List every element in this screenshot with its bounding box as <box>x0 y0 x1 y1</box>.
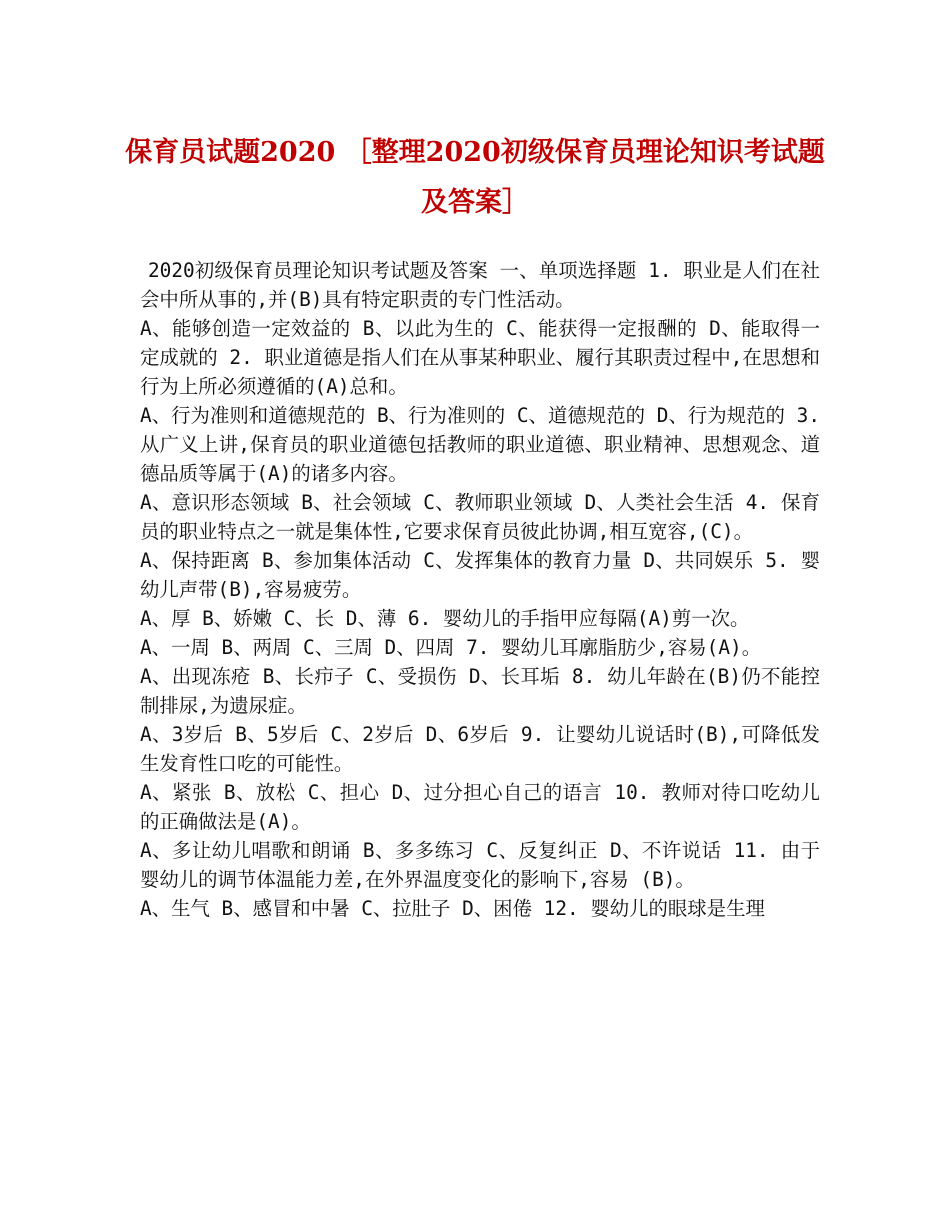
paragraph: A、紧张 B、放松 C、担心 D、过分担心自己的语言 10. 教师对待口吃幼儿的正确做法是(A)。 <box>140 781 820 833</box>
paragraph: A、3岁后 B、5岁后 C、2岁后 D、6岁后 9. 让婴幼儿说话时(B),可降低发生发育性口吃的可能性。 <box>140 723 820 775</box>
paragraph: A、生气 B、感冒和中暑 C、拉肚子 D、困倦 12. 婴幼儿的眼球是生理 <box>140 897 765 920</box>
paragraph: A、一周 B、两周 C、三周 D、四周 7. 婴幼儿耳廓脂肪少,容易(A)。 <box>140 636 762 659</box>
paragraph: A、保持距离 B、参加集体活动 C、发挥集体的教育力量 D、共同娱乐 5. 婴幼儿声带(B),容易疲劳。 <box>140 549 820 601</box>
paragraph: A、厚 B、娇嫩 C、长 D、薄 6. 婴幼儿的手指甲应每隔(A)剪一次。 <box>140 607 750 630</box>
paragraph: A、意识形态领域 B、社会领域 C、教师职业领域 D、人类社会生活 4. 保育员的职业特点之一就是集体性,它要求保育员彼此协调,相互宽容,(C)。 <box>140 491 820 543</box>
document-body <box>140 256 820 923</box>
paragraph: 2020初级保育员理论知识考试题及答案 一、单项选择题 1. 职业是人们在社会中所从事的,并(B)具有特定职责的专门性活动。 <box>140 259 820 311</box>
paragraph: A、能够创造一定效益的 B、以此为生的 C、能获得一定报酬的 D、能取得一定成就的 2. 职业道德是指人们在从事某种职业、履行其职责过程中,在思想和行为上所必须遵循的(A)总和。 <box>140 317 820 398</box>
paragraph: A、出现冻疮 B、长疖子 C、受损伤 D、长耳垢 8. 幼儿年龄在(B)仍不能控制排尿,为遗尿症。 <box>140 665 820 717</box>
document-title: 保育员试题2020 ［整理2020初级保育员理论知识考试题及答案］ <box>125 137 825 218</box>
paragraph: A、行为准则和道德规范的 B、行为准则的 C、道德规范的 D、行为规范的 3. 从广义上讲,保育员的职业道德包括教师的职业道德、职业精神、思想观念、道德品质等属于(A)的诸多内容。 <box>140 404 820 485</box>
paragraph: A、多让幼儿唱歌和朗诵 B、多多练习 C、反复纠正 D、不许说话 11. 由于婴幼儿的调节体温能力差,在外界温度变化的影响下,容易 (B)。 <box>140 839 820 891</box>
